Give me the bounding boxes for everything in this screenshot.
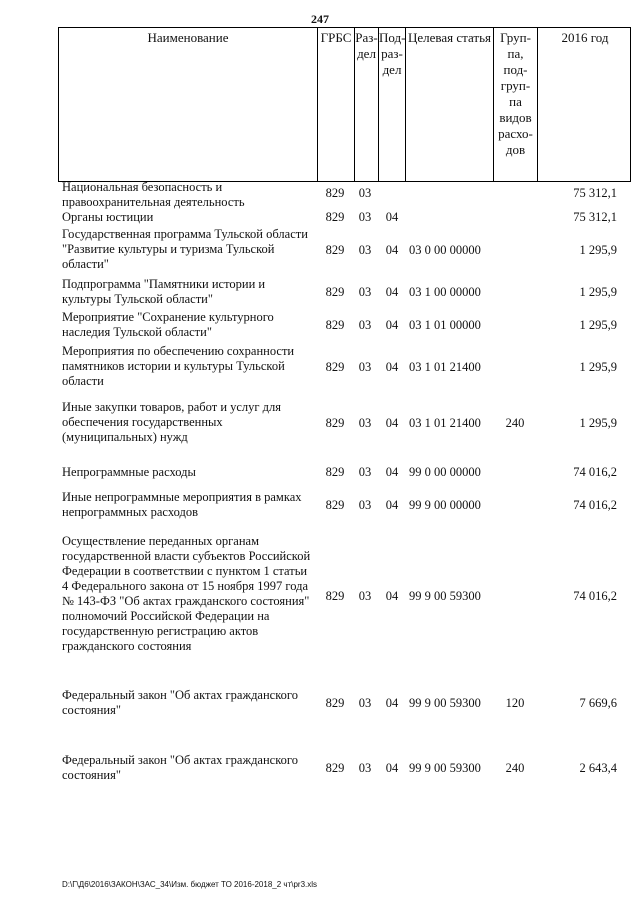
row-name: Мероприятия по обеспечению сохранности памятников истории и культуры Тульской области xyxy=(62,344,295,388)
row-grbs: 829 xyxy=(325,589,345,603)
row-podrazdel: 04 xyxy=(385,318,399,332)
row-razdel: 03 xyxy=(358,465,372,479)
row-razdel: 03 xyxy=(358,761,372,775)
row-name: Федеральный закон "Об актах гражданского состояния" xyxy=(62,688,298,717)
row-name: Национальная безопасность и правоохранительная деятельность xyxy=(62,180,245,209)
table-row xyxy=(0,344,640,389)
row-grbs: 829 xyxy=(325,696,345,710)
table-header xyxy=(58,27,631,182)
row-sum: 75 312,1 xyxy=(573,210,617,224)
row-tselevaya: 99 9 00 59300 xyxy=(409,589,481,603)
row-tselevaya: 03 1 01 21400 xyxy=(409,360,481,374)
row-sum: 1 295,9 xyxy=(579,416,617,430)
row-podrazdel: 04 xyxy=(385,416,399,430)
row-name: Осуществление переданных органам государственной власти субъектов Российской Федерации в соответствии с пунктом 1 статьи 4 Федерального закона от 15 ноября 1997 года № 143-ФЗ "Об актах гражданского состояния" полномочий Российской Федерации на государственную регистрацию актов гражданского состояния xyxy=(62,534,311,653)
row-razdel: 03 xyxy=(358,589,372,603)
table-row xyxy=(0,210,640,225)
row-name: Иные закупки товаров, работ и услуг для обеспечения государственных (муниципальных) нужд xyxy=(62,400,282,444)
row-tselevaya: 03 1 01 21400 xyxy=(409,416,481,430)
row-vid: 240 xyxy=(505,761,525,775)
table-row xyxy=(0,688,640,718)
row-grbs: 829 xyxy=(325,761,345,775)
row-razdel: 03 xyxy=(358,243,372,257)
row-grbs: 829 xyxy=(325,186,345,200)
row-razdel: 03 xyxy=(358,696,372,710)
row-grbs: 829 xyxy=(325,498,345,512)
table-row xyxy=(0,753,640,783)
row-razdel: 03 xyxy=(358,360,372,374)
row-grbs: 829 xyxy=(325,360,345,374)
row-sum: 74 016,2 xyxy=(573,589,617,603)
row-grbs: 829 xyxy=(325,416,345,430)
row-sum: 75 312,1 xyxy=(573,186,617,200)
row-podrazdel: 04 xyxy=(385,498,399,512)
row-name: Органы юстиции xyxy=(62,210,154,224)
header-grbs: ГРБС xyxy=(318,28,355,181)
row-tselevaya: 99 0 00 00000 xyxy=(409,465,481,479)
header-gruppa: Груп- па, под- груп- па видов расхо- дов xyxy=(494,28,538,181)
row-podrazdel: 04 xyxy=(385,465,399,479)
row-razdel: 03 xyxy=(358,416,372,430)
row-sum: 74 016,2 xyxy=(573,498,617,512)
table-row xyxy=(0,227,640,272)
row-tselevaya: 03 1 01 00000 xyxy=(409,318,481,332)
row-sum: 1 295,9 xyxy=(579,243,617,257)
table-row xyxy=(0,400,640,445)
row-grbs: 829 xyxy=(325,318,345,332)
row-podrazdel: 04 xyxy=(385,761,399,775)
table-row xyxy=(0,534,640,654)
row-name: Иные непрограммные мероприятия в рамках непрограммных расходов xyxy=(62,490,302,519)
row-vid: 240 xyxy=(505,416,525,430)
row-sum: 2 643,4 xyxy=(579,761,617,775)
row-podrazdel: 04 xyxy=(385,360,399,374)
row-podrazdel: 04 xyxy=(385,210,399,224)
row-tselevaya: 99 9 00 59300 xyxy=(409,696,481,710)
row-tselevaya: 99 9 00 00000 xyxy=(409,498,481,512)
row-vid: 120 xyxy=(505,696,525,710)
table-row xyxy=(0,180,640,210)
row-razdel: 03 xyxy=(358,318,372,332)
file-path-footer: D:\Г\Д6\2016\ЗАКОН\ЗАС_34\Изм. бюджет ТО 2016-2018_2 чт\pr3.xls xyxy=(62,880,318,889)
row-grbs: 829 xyxy=(325,210,345,224)
page-number: 247 xyxy=(311,12,329,26)
table-row xyxy=(0,465,640,480)
row-razdel: 03 xyxy=(358,285,372,299)
row-name: Мероприятие "Сохранение культурного наследия Тульской области" xyxy=(62,310,274,339)
row-razdel: 03 xyxy=(358,498,372,512)
row-sum: 1 295,9 xyxy=(579,318,617,332)
header-year: 2016 год xyxy=(561,30,609,45)
row-podrazdel: 04 xyxy=(385,243,399,257)
row-name: Федеральный закон "Об актах гражданского состояния" xyxy=(62,753,298,782)
row-grbs: 829 xyxy=(325,285,345,299)
row-podrazdel: 04 xyxy=(385,696,399,710)
row-razdel: 03 xyxy=(358,210,372,224)
row-grbs: 829 xyxy=(325,465,345,479)
row-name: Государственная программа Тульской области "Развитие культуры и туризма Тульской области" xyxy=(62,227,308,271)
row-grbs: 829 xyxy=(325,243,345,257)
row-podrazdel: 04 xyxy=(385,589,399,603)
row-name: Непрограммные расходы xyxy=(62,465,196,479)
row-razdel: 03 xyxy=(358,186,372,200)
row-sum: 74 016,2 xyxy=(573,465,617,479)
table-row xyxy=(0,310,640,340)
header-name: Наименование xyxy=(59,28,318,181)
row-sum: 7 669,6 xyxy=(579,696,617,710)
row-sum: 1 295,9 xyxy=(579,360,617,374)
row-name: Подпрограмма "Памятники истории и культуры Тульской области" xyxy=(62,277,266,306)
row-sum: 1 295,9 xyxy=(579,285,617,299)
row-tselevaya: 03 1 00 00000 xyxy=(409,285,481,299)
row-tselevaya: 99 9 00 59300 xyxy=(409,761,481,775)
table-row xyxy=(0,277,640,307)
header-tselevaya: Целевая статья xyxy=(406,28,494,181)
header-razdel: Раз- дел xyxy=(355,28,379,181)
header-podrazdel: Под- раз- дел xyxy=(379,28,406,181)
row-tselevaya: 03 0 00 00000 xyxy=(409,243,481,257)
table-row xyxy=(0,490,640,520)
row-podrazdel: 04 xyxy=(385,285,399,299)
